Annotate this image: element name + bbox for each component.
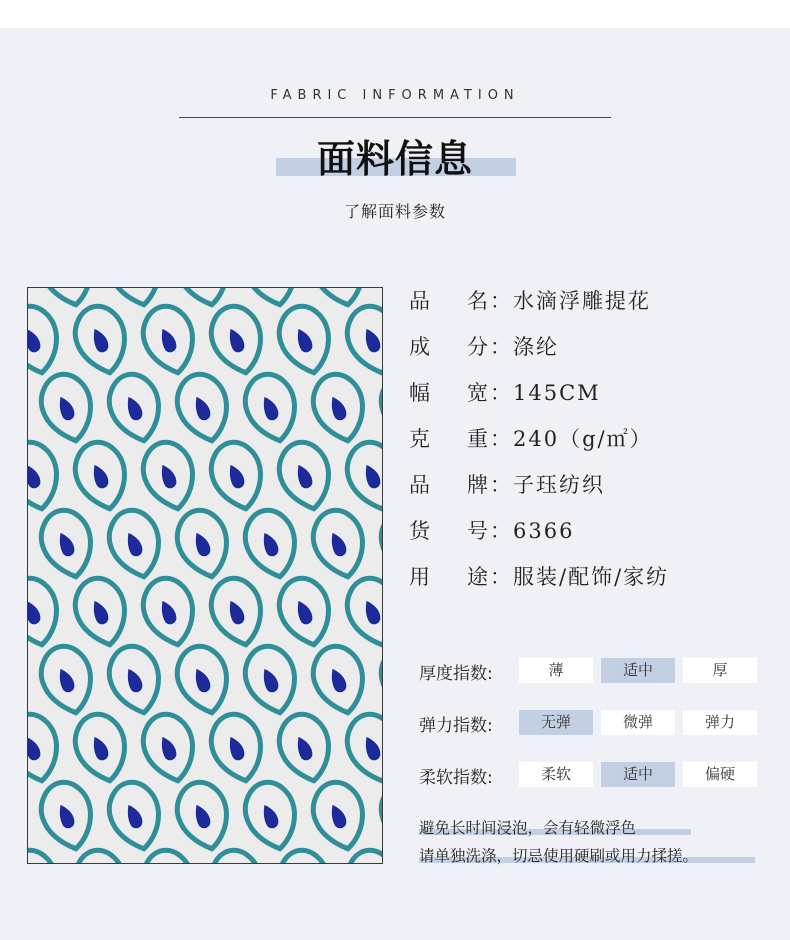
motif-outline xyxy=(28,506,30,583)
teardrop-motif xyxy=(274,438,336,515)
thickness-option: 适中 xyxy=(601,658,675,683)
motif-drop xyxy=(58,667,76,694)
teardrop-motif xyxy=(28,642,30,719)
motif-outline xyxy=(28,846,64,863)
motif-outline xyxy=(376,642,382,719)
motif-drop xyxy=(194,531,212,558)
spec-row-usage xyxy=(409,561,749,591)
thickness-option: 薄 xyxy=(519,658,593,683)
elasticity-option: 无弹 xyxy=(519,710,593,735)
teardrop-motif xyxy=(36,370,98,447)
elasticity-option: 微弹 xyxy=(601,710,675,735)
motif-drop xyxy=(228,599,246,626)
teardrop-motif xyxy=(376,642,382,719)
teardrop-motif xyxy=(28,438,64,515)
motif-drop xyxy=(28,463,42,490)
motif-drop xyxy=(160,735,178,762)
spec-key: 克 xyxy=(409,427,432,451)
spec-row-weight xyxy=(409,423,749,453)
spec-key-suffix: 重： xyxy=(467,427,513,451)
motif-drop xyxy=(160,463,178,490)
spec-key-suffix: 分： xyxy=(467,335,513,359)
teardrop-motif xyxy=(240,370,302,447)
motif-outline xyxy=(376,370,382,447)
motif-outline xyxy=(28,778,30,855)
teardrop-motif xyxy=(138,438,200,515)
teardrop-motif xyxy=(28,302,64,379)
teardrop-motif xyxy=(274,302,336,379)
teardrop-motif xyxy=(138,574,200,651)
motif-drop xyxy=(330,667,348,694)
teardrop-motif xyxy=(172,370,234,447)
motif-drop xyxy=(58,395,76,422)
motif-drop xyxy=(126,667,144,694)
motif-drop xyxy=(92,599,110,626)
spec-key-suffix: 号： xyxy=(467,519,513,543)
teardrop-motif xyxy=(104,506,166,583)
softness-option: 偏硬 xyxy=(683,762,757,787)
teardrop-motif xyxy=(70,302,132,379)
motif-drop xyxy=(194,803,212,830)
motif-drop xyxy=(28,599,42,626)
motif-drop xyxy=(28,327,42,354)
teardrop-motif xyxy=(376,778,382,855)
teardrop-motif xyxy=(28,846,64,863)
english-title: FABRIC INFORMATION xyxy=(270,88,520,103)
spec-row-name xyxy=(409,285,749,315)
fabric-pattern-image xyxy=(28,288,382,863)
page-title: 面料信息 xyxy=(316,137,473,181)
motif-drop xyxy=(330,395,348,422)
spec-row-brand xyxy=(409,469,749,499)
motif-drop xyxy=(228,735,246,762)
teardrop-motif xyxy=(376,370,382,447)
spec-value: 水滴浮雕提花 xyxy=(513,289,651,313)
motif-drop xyxy=(364,735,382,762)
spec-value: 6366 xyxy=(513,519,575,543)
motif-drop xyxy=(194,667,212,694)
teardrop-motif xyxy=(274,710,336,787)
motif-drop xyxy=(160,327,178,354)
teardrop-motif xyxy=(308,778,370,855)
motif-drop xyxy=(58,803,76,830)
teardrop-motif xyxy=(36,642,98,719)
teardrop-motif xyxy=(28,506,30,583)
motif-outline xyxy=(28,370,30,447)
spec-key-suffix: 宽： xyxy=(467,381,513,405)
teardrop-motif xyxy=(28,778,30,855)
motif-drop xyxy=(92,463,110,490)
spec-key: 用 xyxy=(409,565,432,589)
spec-key: 品 xyxy=(409,289,432,313)
motif-drop xyxy=(262,667,280,694)
teardrop-motif xyxy=(274,574,336,651)
teardrop-motif xyxy=(342,574,382,651)
motif-drop xyxy=(330,531,348,558)
motif-drop xyxy=(58,531,76,558)
care-note: 避免长时间浸泡，会有轻微浮色 xyxy=(419,819,637,837)
fabric-photo xyxy=(27,287,383,864)
teardrop-motif xyxy=(70,710,132,787)
teardrop-motif xyxy=(206,574,268,651)
teardrop-motif xyxy=(342,302,382,379)
teardrop-motif xyxy=(28,574,64,651)
motif-drop xyxy=(126,803,144,830)
spec-row-composition xyxy=(409,331,749,361)
elasticity-option: 弹力 xyxy=(683,710,757,735)
teardrop-motif xyxy=(206,710,268,787)
teardrop-motif xyxy=(70,574,132,651)
title-divider xyxy=(179,117,611,118)
teardrop-motif xyxy=(342,438,382,515)
motif-drop xyxy=(160,599,178,626)
softness-option: 柔软 xyxy=(519,762,593,787)
teardrop-motif xyxy=(172,778,234,855)
spec-row-width xyxy=(409,377,749,407)
teardrop-motif xyxy=(206,302,268,379)
spec-value: 服装/配饰/家纺 xyxy=(513,565,670,589)
spec-value: 240（g/㎡） xyxy=(513,427,653,451)
spec-value: 145CM xyxy=(513,381,601,405)
thickness-option: 厚 xyxy=(683,658,757,683)
motif-outline xyxy=(376,506,382,583)
motif-drop xyxy=(296,463,314,490)
teardrop-motif xyxy=(104,642,166,719)
spec-key: 货 xyxy=(409,519,432,543)
teardrop-motif xyxy=(104,370,166,447)
motif-drop xyxy=(28,735,42,762)
motif-drop xyxy=(262,531,280,558)
teardrop-motif xyxy=(28,710,64,787)
softness-option: 适中 xyxy=(601,762,675,787)
motif-drop xyxy=(296,327,314,354)
teardrop-motif xyxy=(172,506,234,583)
teardrop-motif xyxy=(206,438,268,515)
teardrop-motif xyxy=(36,506,98,583)
teardrop-motif xyxy=(70,438,132,515)
motif-drop xyxy=(296,599,314,626)
teardrop-motif xyxy=(308,642,370,719)
motif-drop xyxy=(364,463,382,490)
motif-drop xyxy=(364,599,382,626)
teardrop-motif xyxy=(240,642,302,719)
teardrop-motif xyxy=(36,778,98,855)
spec-key-suffix: 牌： xyxy=(467,473,513,497)
spec-key: 幅 xyxy=(409,381,432,405)
teardrop-motif xyxy=(138,710,200,787)
spec-key-suffix: 名： xyxy=(467,289,513,313)
teardrop-motif xyxy=(240,778,302,855)
motif-drop xyxy=(296,735,314,762)
motif-drop xyxy=(262,803,280,830)
care-note: 请单独洗涤，切忌使用硬刷或用力揉搓。 xyxy=(419,847,699,865)
teardrop-motif xyxy=(308,506,370,583)
motif-drop xyxy=(228,463,246,490)
motif-drop xyxy=(126,531,144,558)
spec-value: 涤纶 xyxy=(513,335,559,359)
thickness-label: 厚度指数: xyxy=(419,664,493,684)
teardrop-motif xyxy=(172,642,234,719)
motif-drop xyxy=(92,735,110,762)
page-subtitle: 了解面料参数 xyxy=(343,202,446,221)
spec-key: 品 xyxy=(409,473,432,497)
softness-label: 柔软指数: xyxy=(419,768,493,788)
teardrop-motif xyxy=(28,370,30,447)
spec-value: 子珏纺织 xyxy=(513,473,605,497)
spec-key: 成 xyxy=(409,335,432,359)
motif-drop xyxy=(126,395,144,422)
motif-drop xyxy=(228,327,246,354)
teardrop-motif xyxy=(342,710,382,787)
teardrop-motif xyxy=(138,302,200,379)
teardrop-motif xyxy=(308,370,370,447)
motif-drop xyxy=(364,327,382,354)
teardrop-motif xyxy=(376,506,382,583)
motif-drop xyxy=(330,803,348,830)
elasticity-label: 弹力指数: xyxy=(419,716,493,736)
teardrop-motif xyxy=(240,506,302,583)
spec-row-item-number xyxy=(409,515,749,545)
spec-key-suffix: 途： xyxy=(467,565,513,589)
motif-outline xyxy=(376,778,382,855)
motif-drop xyxy=(262,395,280,422)
motif-drop xyxy=(194,395,212,422)
teardrop-motif xyxy=(104,778,166,855)
motif-drop xyxy=(92,327,110,354)
motif-outline xyxy=(28,642,30,719)
